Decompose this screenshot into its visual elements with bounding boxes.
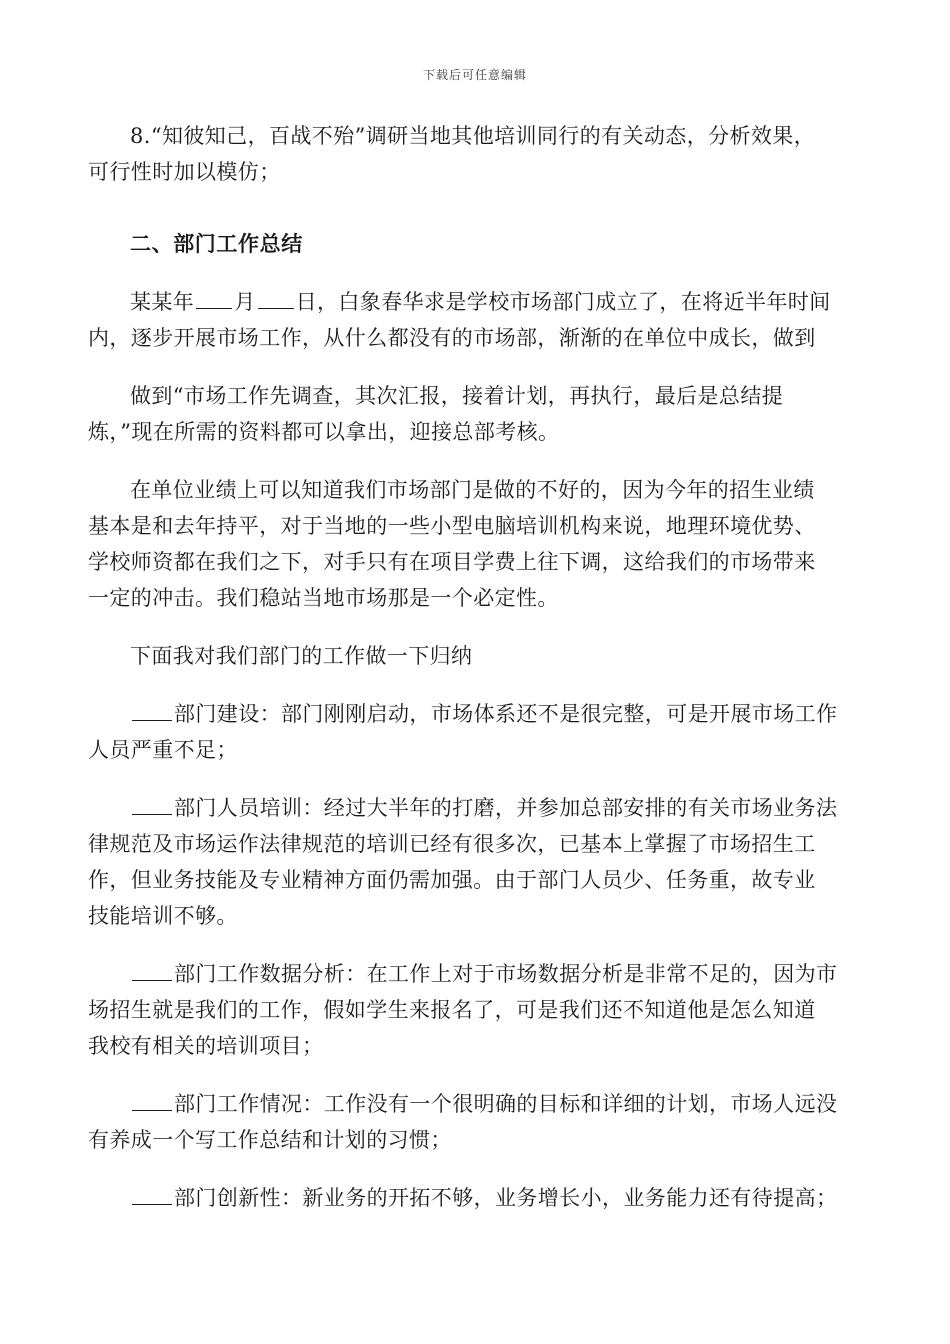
fill-blank: [132, 1186, 172, 1205]
fill-blank: [196, 290, 232, 309]
paragraph-line: 有养成一个写工作总结和计划的习惯；: [88, 1128, 452, 1152]
paragraph-item-data-analysis: [88, 956, 864, 1064]
paragraph-line: [88, 956, 864, 992]
paragraph-line: 一定的冲击。我们稳站当地市场那是一个必定性。: [88, 586, 559, 610]
fill-blank: [258, 290, 294, 309]
paragraph-line: 我校有相关的培训项目；: [88, 1034, 324, 1058]
paragraph-line: 学校师资都在我们之下，对手只有在项目学费上往下调，这给我们的市场带来: [88, 550, 816, 574]
paragraph-line: 场招生就是我们的工作，假如学生来报名了，可是我们还不知道他是怎么知道: [88, 998, 816, 1022]
paragraph-line: 人员严重不足；: [88, 738, 238, 762]
fill-blank: [132, 796, 172, 815]
paragraph-item-training: [88, 790, 864, 934]
paragraph-summary-intro: 下面我对我们部门的工作做一下归纳: [130, 644, 473, 668]
paragraph-item-status: [88, 1086, 864, 1158]
section-heading: 二、部门工作总结: [130, 231, 303, 256]
paragraph-line: [88, 284, 864, 320]
paragraph-line: [88, 790, 864, 826]
paragraph-item-construction: [88, 696, 864, 768]
paragraph-line: 作，但业务技能及专业精神方面仍需加强。由于部门人员少、任务重，故专业: [88, 868, 816, 892]
paragraph-line: 炼，”现在所需的资料都可以拿出，迎接总部考核。: [88, 420, 560, 444]
paragraph-performance: [88, 472, 864, 616]
paragraph-line: [88, 1086, 864, 1122]
paragraph-intro: [88, 284, 864, 356]
text-fragment: 日，白象春华求是学校市场部门成立了，在将近半年时间: [295, 290, 831, 314]
paragraph-line: 内，逐步开展市场工作，从什么都没有的市场部，渐渐的在单位中成长，做到: [88, 326, 816, 350]
text-fragment: 部门创新性：新业务的开拓不够，业务增长小，业务能力还有待提高；: [174, 1186, 838, 1210]
paragraph-item-innovation: [88, 1180, 864, 1216]
text-fragment: 某某年: [130, 290, 195, 314]
fill-blank: [132, 962, 172, 981]
document-body: [88, 118, 864, 1216]
paragraph-line: 在单位业绩上可以知道我们市场部门是做的不好的，因为今年的招生业绩: [130, 478, 815, 502]
paragraph-line: 8.“知彼知己，百战不殆”调研当地其他培训同行的有关动态，分析效果，: [130, 124, 816, 148]
page-header: 下载后可任意编辑: [422, 68, 527, 82]
paragraph-line: 可行性时加以模仿；: [88, 160, 281, 184]
text-fragment: 部门人员培训：经过大半年的打磨，并参加总部安排的有关市场业务法: [174, 796, 838, 820]
paragraph-method: [88, 378, 864, 450]
paragraph-line: [88, 1180, 864, 1216]
paragraph-line: [88, 696, 864, 732]
paragraph-item-8: [88, 118, 864, 190]
paragraph-line: 技能培训不够。: [88, 904, 238, 928]
paragraph-line: 做到“市场工作先调查，其次汇报，接着计划，再执行，最后是总结提: [130, 384, 784, 408]
fill-blank: [132, 1092, 172, 1111]
text-fragment: 部门建设：部门刚刚启动，市场体系还不是很完整，可是开展市场工作: [174, 702, 838, 726]
text-fragment: 部门工作情况：工作没有一个很明确的目标和详细的计划，市场人远没: [174, 1092, 838, 1116]
paragraph-line: 基本是和去年持平，对于当地的一些小型电脑培训机构来说，地理环境优势、: [88, 514, 816, 538]
text-fragment: 月: [234, 290, 256, 314]
text-fragment: 部门工作数据分析：在工作上对于市场数据分析是非常不足的，因为市: [174, 962, 838, 986]
paragraph-line: 律规范及市场运作法律规范的培训已经有很多次，已基本上掌握了市场招生工: [88, 832, 816, 856]
fill-blank: [132, 702, 172, 721]
